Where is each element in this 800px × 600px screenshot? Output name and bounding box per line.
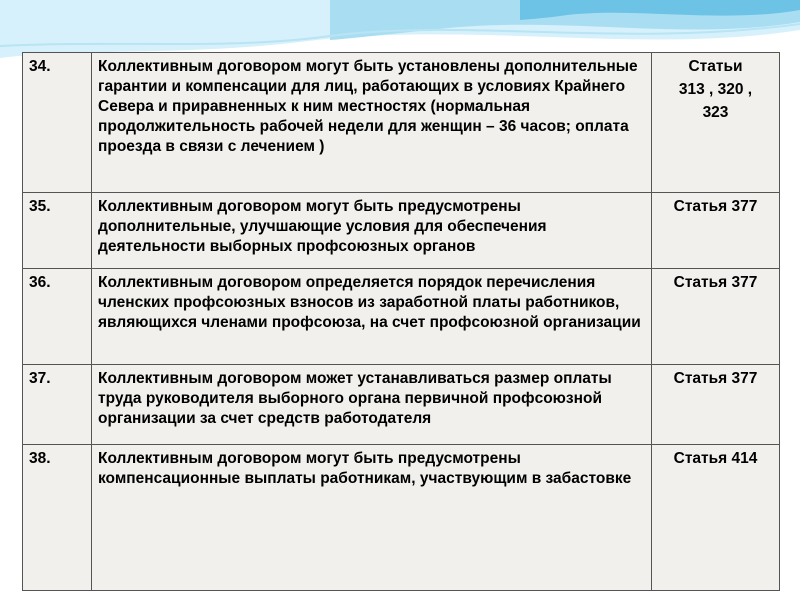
table-row xyxy=(23,269,780,365)
row-number: 34. xyxy=(23,53,92,193)
article-reference: 323 xyxy=(702,104,729,121)
row-description: Коллективным договором могут быть предусмотрены компенсационные выплаты работникам, участвующим в забастовке xyxy=(92,445,652,591)
row-number: 38. xyxy=(23,445,92,591)
table-row xyxy=(23,53,780,193)
row-number: 36. xyxy=(23,269,92,365)
row-description: Коллективным договором могут быть предусмотрены дополнительные, улучшающие условия для обеспечения деятельности выборных профсоюзных органов xyxy=(92,193,652,269)
row-article xyxy=(652,445,780,591)
article-reference: Статьи xyxy=(688,58,743,75)
row-article xyxy=(652,365,780,445)
row-description: Коллективным договором может устанавливаться размер оплаты труда руководителя выборного органа первичной профсоюзной организации за счет средств работодателя xyxy=(92,365,652,445)
row-article xyxy=(652,193,780,269)
article-reference: Статья 377 xyxy=(673,198,758,215)
table-row xyxy=(23,445,780,591)
table-row xyxy=(23,365,780,445)
row-article xyxy=(652,53,780,193)
row-description: Коллективным договором могут быть установлены дополнительные гарантии и компенсации для лиц, работающих в условиях Крайнего Севера и приравненных к ним местностях (нормальная продолжительность рабочей недели для женщин – 36 часов; оплата проезда в связи с лечением ) xyxy=(92,53,652,193)
row-description: Коллективным договором определяется порядок перечисления членских профсоюзных взносов из заработной платы работников, являющихся членами профсоюза, на счет профсоюзной организации xyxy=(92,269,652,365)
article-reference: Статья 377 xyxy=(673,370,758,387)
article-reference: 313 , 320 , xyxy=(678,81,753,98)
row-number: 35. xyxy=(23,193,92,269)
table-row xyxy=(23,193,780,269)
row-number: 37. xyxy=(23,365,92,445)
article-reference: Статья 377 xyxy=(673,274,758,291)
row-article xyxy=(652,269,780,365)
articles-table xyxy=(22,52,780,591)
article-reference: Статья 414 xyxy=(673,450,758,467)
